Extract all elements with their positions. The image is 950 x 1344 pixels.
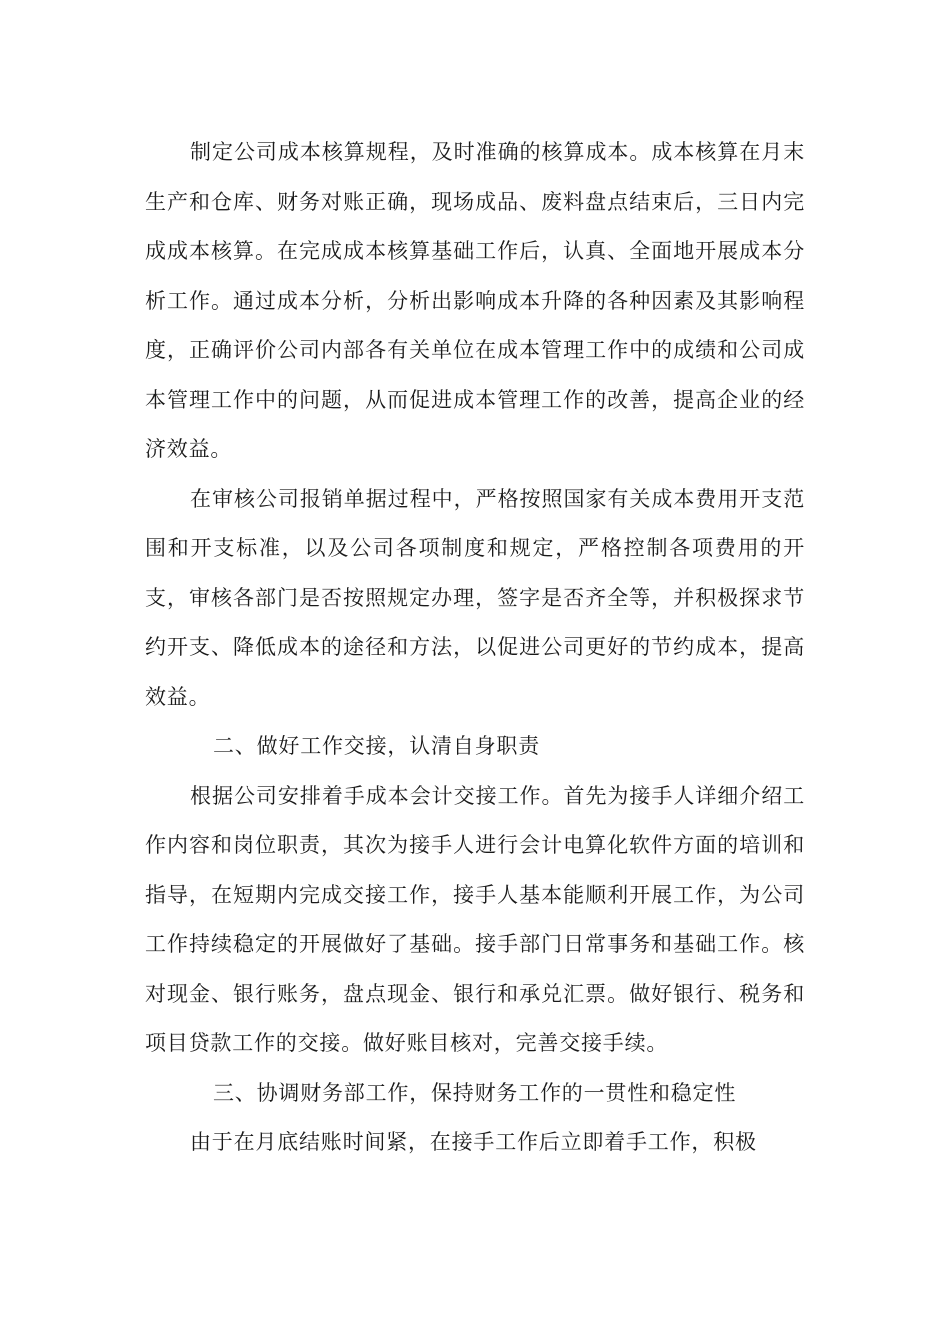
section-heading-3: 三、协调财务部工作，保持财务工作的一贯性和稳定性: [213, 1080, 737, 1105]
paragraph-cost-accounting: 制定公司成本核算规程，及时准确的核算成本。成本核算在月末生产和仓库、财务对账正确，现场成品、废料盘点结束后，三日内完成成本核算。在完成成本核算基础工作后，认真、全面地开展成本分析工作。通过成本分析，分析出影响成本升降的各种因素及其影响程度，正确评价公司内部各有关单位在成本管理工作中的成绩和公司成本管理工作中的问题，从而促进成本管理工作的改善，提高企业的经济效益。: [145, 140, 805, 461]
section-heading-2: 二、做好工作交接，认清自身职责: [213, 734, 540, 758]
paragraph-expense-review: 在审核公司报销单据过程中，严格按照国家有关成本费用开支范围和开支标准，以及公司各项制度和规定，严格控制各项费用的开支，审核各部门是否按照规定办理，签字是否齐全等，并积极探求节约开支、降低成本的途径和方法，以促进公司更好的节约成本，提高效益。: [145, 486, 805, 709]
paragraph-handover: 根据公司安排着手成本会计交接工作。首先为接手人详细介绍工作内容和岗位职责，其次为接手人进行会计电算化软件方面的培训和指导，在短期内完成交接工作，接手人基本能顺利开展工作，为公司工作持续稳定的开展做好了基础。接手部门日常事务和基础工作。核对现金、银行账务，盘点现金、银行和承兑汇票。做好银行、税务和项目贷款工作的交接。做好账目核对，完善交接手续。: [145, 783, 805, 1055]
paragraph-coordination: 由于在月底结账时间紧，在接手工作后立即着手工作，积极: [190, 1130, 757, 1154]
document-body: [145, 128, 805, 1168]
